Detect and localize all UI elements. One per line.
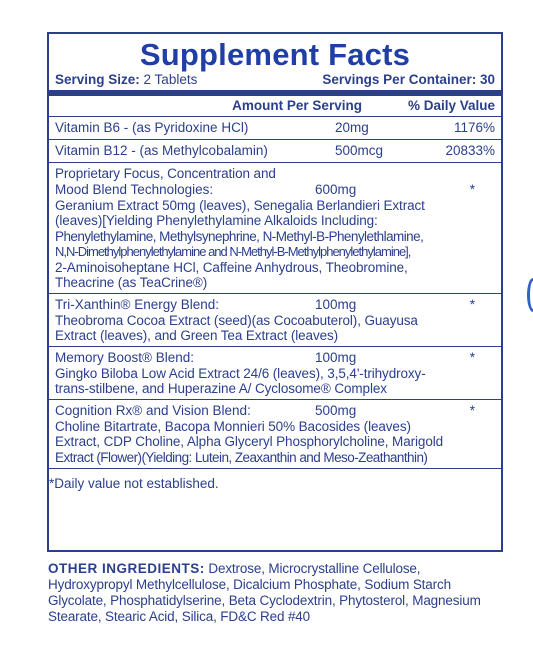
blend-name: Tri-Xanthin® Energy Blend: [55, 296, 220, 312]
vitamin-name: Vitamin B12 - (as Methylcobalamin) [55, 143, 268, 158]
ingredient-line: Phenylethylamine, Methylsynephrine, N-Methyl-B-Phenylethlamine, [55, 228, 424, 244]
blend-dv: * [469, 349, 475, 365]
other-ingredients [48, 561, 506, 625]
blend-cognition [49, 399, 501, 469]
blend-amount: 100mg [315, 349, 357, 365]
header-daily-value: % Daily Value [407, 98, 495, 113]
blend-name: Memory Boost® Blend: [55, 349, 195, 365]
ingredient-line: trans-stilbene, and Huperazine A/ Cyclosome® Complex [55, 381, 387, 396]
blend-trixanthin [49, 293, 501, 346]
vitamin-row [49, 139, 501, 162]
blend-name: Cognition Rx® and Vision Blend: [55, 402, 251, 418]
edge-arc-decoration [527, 278, 533, 312]
blend-memory [49, 346, 501, 399]
ingredient-line: Theobroma Cocoa Extract (seed)(as Cocoabuterol), Guayusa [55, 312, 418, 328]
ingredient-line: Theacrine (as TeaCrine®) [55, 275, 208, 290]
serving-size: Serving Size: 2 Tablets [55, 72, 198, 87]
blend-amount: 500mg [315, 402, 357, 418]
blend-amount: 600mg [315, 181, 357, 197]
ingredient-line: N,N-Dimethylphenylethylamine and N-Methyl-B-Methylphenylethylamine], [55, 244, 411, 259]
other-ingredients-text: Dextrose, Microcrystalline Cellulose, Hydroxypropyl Methylcellulose, Dicalcium Phosphate, Sodium Starch Glycolate, Phosphatidylserine, Beta Cyclodextrin, Phytosterol, Magnesium Stearate, Stearic Acid, Silica, FD&C Red #40 [48, 561, 481, 624]
blend-name: Mood Blend Technologies: [55, 181, 214, 197]
blend-dv: * [469, 296, 475, 312]
vitamin-amount: 20mg [335, 120, 369, 135]
vitamin-amount: 500mcg [335, 143, 384, 158]
ingredient-line: Extract, CDP Choline, Alpha Glyceryl Phosphorylcholine, Marigold [55, 434, 444, 449]
ingredient-line: Extract (leaves), and Green Tea Extract (leaves) [55, 328, 339, 343]
supplement-facts-panel [47, 32, 503, 552]
blend-name: Proprietary Focus, Concentration and [55, 166, 276, 181]
blend-amount: 100mg [315, 296, 357, 312]
blend-focus [49, 162, 501, 293]
ingredient-line: Choline Bitartrate, Bacopa Monnieri 50% Bacosides (leaves) [55, 418, 411, 434]
other-ingredients-label: OTHER INGREDIENTS: [48, 561, 205, 576]
ingredient-line: Extract (Flower)(Yielding: Lutein, Zeaxanthin and Meso-Zeathanthin) [55, 449, 428, 465]
vitamin-dv: 1176% [453, 120, 495, 135]
blend-dv: * [469, 181, 475, 197]
serving-info [55, 72, 495, 88]
panel-title: Supplement Facts [139, 37, 411, 72]
footnote: *Daily value not established. [49, 468, 501, 493]
vitamin-name: Vitamin B6 - (as Pyridoxine HCl) [55, 120, 249, 135]
vitamin-dv: 20833% [445, 143, 495, 158]
ingredient-line: Geranium Extract 50mg (leaves), Senegalia Berlandieri Extract [55, 197, 425, 213]
header-amount: Amount Per Serving [232, 98, 362, 113]
servings-per-container: Servings Per Container: 30 [322, 72, 495, 87]
ingredient-line: (leaves)[Yielding Phenylethylamine Alkaloids Including: [55, 213, 378, 228]
vitamin-row [49, 116, 501, 139]
ingredient-line: 2-Aminoisoheptane HCl, Caffeine Anhydrous, Theobromine, [55, 259, 408, 275]
ingredient-line: Gingko Biloba Low Acid Extract 24/6 (leaves), 3,5,4'-trihydroxy- [55, 365, 426, 381]
column-header [55, 96, 495, 116]
blend-dv: * [469, 402, 475, 418]
